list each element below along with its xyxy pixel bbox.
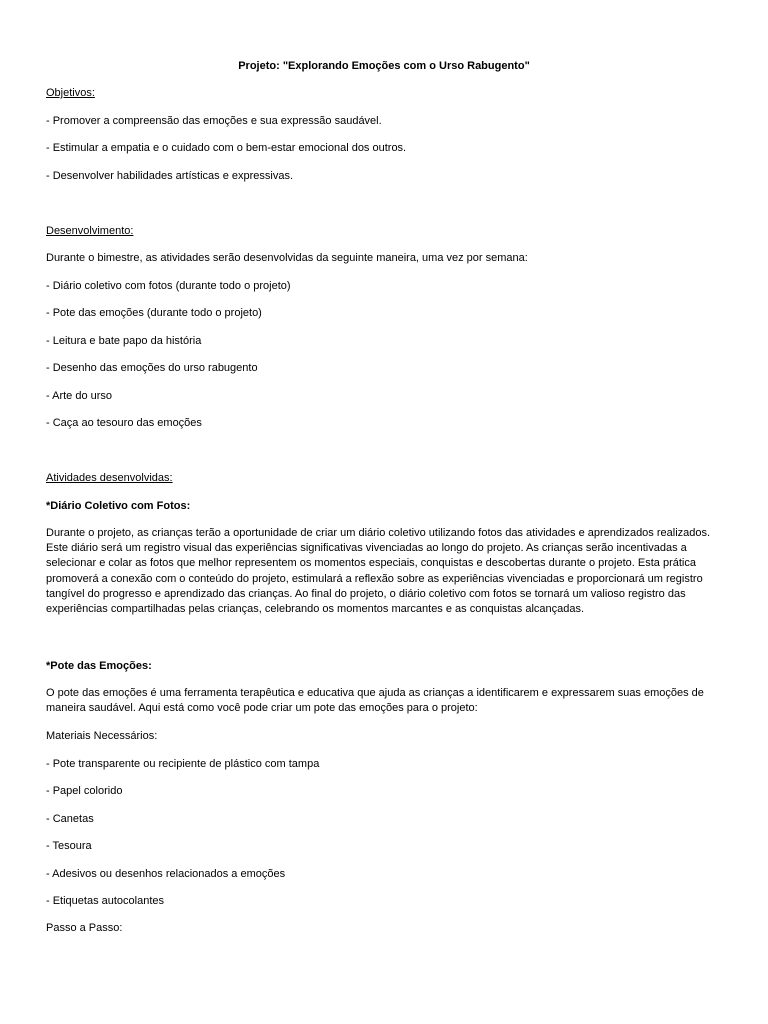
- pote-subheading: *Pote das Emoções:: [46, 660, 152, 672]
- document-title: Projeto: "Explorando Emoções com o Urso Rabugento": [238, 60, 530, 72]
- desenvolvimento-item: - Caça ao tesouro das emoções: [46, 417, 202, 429]
- diario-paragraph: Durante o projeto, as crianças terão a oportunidade de criar um diário coletivo utilizando fotos das atividades e aprendizados realizados. Este diário será um registro visual das experiências significativas vivenciadas ao longo do projeto. As crianças serão incentivadas a selecionar e colar as fotos que melhor representem os momentos especiais, conquistas e descobertas durante o projeto. Esta prática promoverá a conexão com o conteúdo do projeto, estimulará a reflexão sobre as experiências vivenciadas e proporcionará um registro tangível do progresso e aprendizado das crianças. Ao final do projeto, o diário coletivo com fotos se tornará um valioso registro das experiências compartilhadas pelas crianças, celebrando os momentos marcantes e as conquistas alcançadas.: [46, 527, 711, 616]
- diario-subheading: *Diário Coletivo com Fotos:: [46, 500, 191, 512]
- material-item: - Etiquetas autocolantes: [46, 895, 165, 907]
- material-item: - Pote transparente ou recipiente de plástico com tampa: [46, 758, 320, 770]
- material-item: - Tesoura: [46, 840, 92, 852]
- desenvolvimento-item: - Pote das emoções (durante todo o projeto): [46, 307, 262, 319]
- desenvolvimento-item: - Leitura e bate papo da história: [46, 335, 202, 347]
- materiais-heading: Materiais Necessários:: [46, 730, 158, 742]
- objetivo-item: - Desenvolver habilidades artísticas e expressivas.: [46, 170, 294, 182]
- desenvolvimento-item: - Diário coletivo com fotos (durante todo o projeto): [46, 280, 291, 292]
- desenvolvimento-intro: Durante o bimestre, as atividades serão desenvolvidas da seguinte maneira, uma vez por semana:: [46, 252, 528, 264]
- objetivos-heading: Objetivos:: [46, 87, 95, 99]
- material-item: - Adesivos ou desenhos relacionados a emoções: [46, 868, 286, 880]
- passo-heading: Passo a Passo:: [46, 922, 123, 934]
- desenvolvimento-item: - Arte do urso: [46, 390, 113, 402]
- pote-paragraph: O pote das emoções é uma ferramenta terapêutica e educativa que ajuda as crianças a identificarem e expressarem suas emoções de maneira saudável. Aqui está como você pode criar um pote das emoções para o projeto:: [46, 687, 704, 715]
- objetivo-item: - Estimular a empatia e o cuidado com o bem-estar emocional dos outros.: [46, 142, 407, 154]
- atividades-heading: Atividades desenvolvidas:: [46, 472, 173, 484]
- objetivo-item: - Promover a compreensão das emoções e sua expressão saudável.: [46, 115, 382, 127]
- material-item: - Canetas: [46, 813, 94, 825]
- desenvolvimento-item: - Desenho das emoções do urso rabugento: [46, 362, 258, 374]
- material-item: - Papel colorido: [46, 785, 123, 797]
- desenvolvimento-heading: Desenvolvimento:: [46, 225, 134, 237]
